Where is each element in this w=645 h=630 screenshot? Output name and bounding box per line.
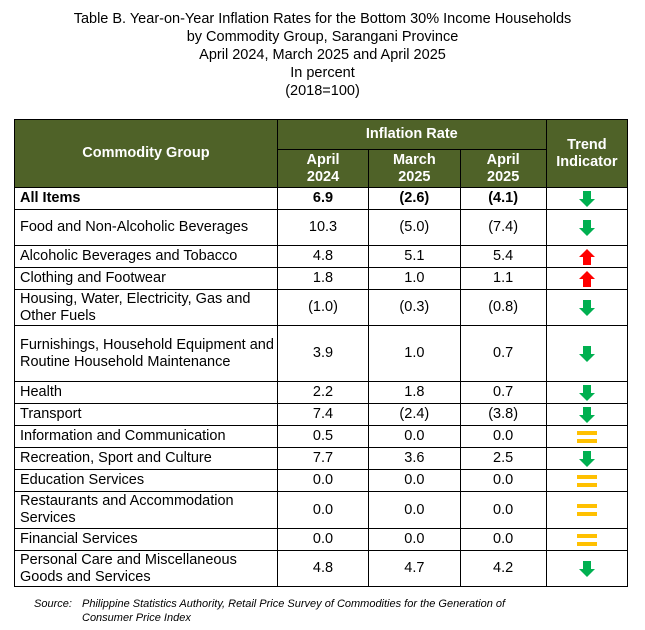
rate-march-2025: 0.0 (369, 492, 460, 529)
rate-april-2025: (4.1) (460, 188, 546, 210)
header-col3-month: April (486, 151, 520, 168)
table-row (15, 188, 628, 210)
rate-march-2025: 1.0 (369, 268, 460, 290)
rate-march-2025: 5.1 (369, 246, 460, 268)
rate-april-2025: 0.0 (460, 426, 546, 448)
source-text-line1: Philippine Statistics Authority, Retail Price Survey of Commodities for the Generation of (82, 598, 506, 610)
trend-cell (546, 448, 627, 470)
trend-cell (546, 290, 627, 326)
table-row (15, 326, 628, 382)
rate-april-2025: (3.8) (460, 404, 546, 426)
rate-april-2024: 7.7 (277, 448, 368, 470)
rate-april-2024: 2.2 (277, 382, 368, 404)
table-title (0, 10, 645, 100)
table-row (15, 426, 628, 448)
trend-cell (546, 188, 627, 210)
trend-cell (546, 551, 627, 587)
rate-march-2025: 1.8 (369, 382, 460, 404)
equal-icon (547, 430, 627, 444)
down-arrow-icon (547, 406, 627, 424)
commodity-name: Restaurants and Accommodation Services (15, 492, 278, 529)
commodity-name: Education Services (15, 470, 278, 492)
header-april-2024 (277, 150, 368, 188)
table-row (15, 470, 628, 492)
title-line-2: by Commodity Group, Sarangani Province (186, 29, 459, 45)
trend-cell (546, 492, 627, 529)
header-trend-line1: Trend (567, 136, 607, 153)
commodity-name: Health (15, 382, 278, 404)
rate-april-2024: 0.0 (277, 529, 368, 551)
commodity-name: Housing, Water, Electricity, Gas and Other Fuels (15, 290, 278, 326)
title-line-1: Table B. Year-on-Year Inflation Rates for the Bottom 30% Income Households (73, 11, 572, 27)
trend-cell (546, 426, 627, 448)
equal-icon (547, 503, 627, 517)
rate-april-2024: 3.9 (277, 326, 368, 382)
rate-april-2025: 0.0 (460, 529, 546, 551)
header-april-2025 (460, 150, 546, 188)
source-label: Source: (34, 598, 72, 610)
up-arrow-icon (547, 270, 627, 288)
table-row (15, 382, 628, 404)
table-row (15, 529, 628, 551)
commodity-name: Recreation, Sport and Culture (15, 448, 278, 470)
table-row (15, 404, 628, 426)
rate-april-2024: 10.3 (277, 210, 368, 246)
header-col1-year: 2024 (306, 168, 340, 185)
rate-april-2025: 2.5 (460, 448, 546, 470)
header-trend-line2: Indicator (556, 153, 618, 170)
trend-cell (546, 404, 627, 426)
header-inflation-rate: Inflation Rate (277, 120, 546, 150)
rate-march-2025: 0.0 (369, 426, 460, 448)
down-arrow-icon (547, 299, 627, 317)
rate-april-2025: 5.4 (460, 246, 546, 268)
rate-march-2025: 1.0 (369, 326, 460, 382)
rate-april-2025: 0.0 (460, 492, 546, 529)
down-arrow-icon (547, 219, 627, 237)
trend-cell (546, 246, 627, 268)
rate-april-2025: 0.7 (460, 326, 546, 382)
rate-april-2024: 0.5 (277, 426, 368, 448)
header-march-2025 (369, 150, 460, 188)
header-col2-month: March (392, 151, 436, 168)
table-row (15, 210, 628, 246)
table-row (15, 290, 628, 326)
commodity-name: Information and Communication (15, 426, 278, 448)
commodity-name: Furnishings, Household Equipment and Routine Household Maintenance (15, 326, 278, 382)
header-col3-year: 2025 (487, 168, 520, 185)
trend-cell (546, 470, 627, 492)
rate-april-2025: 1.1 (460, 268, 546, 290)
down-arrow-icon (547, 190, 627, 208)
rate-april-2025: (0.8) (460, 290, 546, 326)
header-col1-month: April (306, 151, 340, 168)
rate-april-2024: 4.8 (277, 551, 368, 587)
equal-icon (547, 474, 627, 488)
source-note (34, 598, 624, 625)
commodity-name: Financial Services (15, 529, 278, 551)
header-commodity-group: Commodity Group (15, 120, 278, 188)
commodity-name: Personal Care and Miscellaneous Goods and Services (15, 551, 278, 587)
table-row (15, 268, 628, 290)
commodity-name: All Items (15, 188, 278, 210)
rate-april-2024: 4.8 (277, 246, 368, 268)
down-arrow-icon (547, 450, 627, 468)
down-arrow-icon (547, 384, 627, 402)
down-arrow-icon (547, 345, 627, 363)
rate-april-2024: 6.9 (277, 188, 368, 210)
table-row (15, 492, 628, 529)
rate-march-2025: 4.7 (369, 551, 460, 587)
header-trend-indicator (546, 120, 627, 188)
trend-cell (546, 529, 627, 551)
trend-cell (546, 210, 627, 246)
source-text-line2: Consumer Price Index (82, 611, 191, 624)
rate-april-2025: (7.4) (460, 210, 546, 246)
header-col2-year: 2025 (398, 168, 431, 185)
rate-april-2024: 0.0 (277, 470, 368, 492)
table-row (15, 448, 628, 470)
rate-april-2024: 1.8 (277, 268, 368, 290)
down-arrow-icon (547, 560, 627, 578)
rate-march-2025: (2.6) (369, 188, 460, 210)
rate-april-2025: 4.2 (460, 551, 546, 587)
title-line-5: (2018=100) (285, 83, 360, 99)
table-row (15, 551, 628, 587)
rate-march-2025: (5.0) (369, 210, 460, 246)
rate-march-2025: (2.4) (369, 404, 460, 426)
rate-april-2024: 7.4 (277, 404, 368, 426)
rate-april-2025: 0.7 (460, 382, 546, 404)
commodity-name: Alcoholic Beverages and Tobacco (15, 246, 278, 268)
trend-cell (546, 268, 627, 290)
trend-cell (546, 326, 627, 382)
rate-april-2024: (1.0) (277, 290, 368, 326)
inflation-table (14, 119, 628, 587)
rate-march-2025: 0.0 (369, 529, 460, 551)
rate-april-2024: 0.0 (277, 492, 368, 529)
rate-march-2025: 0.0 (369, 470, 460, 492)
commodity-name: Clothing and Footwear (15, 268, 278, 290)
title-line-4: In percent (290, 65, 355, 81)
up-arrow-icon (547, 248, 627, 266)
trend-cell (546, 382, 627, 404)
commodity-name: Transport (15, 404, 278, 426)
rate-march-2025: 3.6 (369, 448, 460, 470)
table-row (15, 246, 628, 268)
rate-march-2025: (0.3) (369, 290, 460, 326)
rate-april-2025: 0.0 (460, 470, 546, 492)
equal-icon (547, 533, 627, 547)
commodity-name: Food and Non-Alcoholic Beverages (15, 210, 278, 246)
title-line-3: April 2024, March 2025 and April 2025 (199, 47, 446, 63)
